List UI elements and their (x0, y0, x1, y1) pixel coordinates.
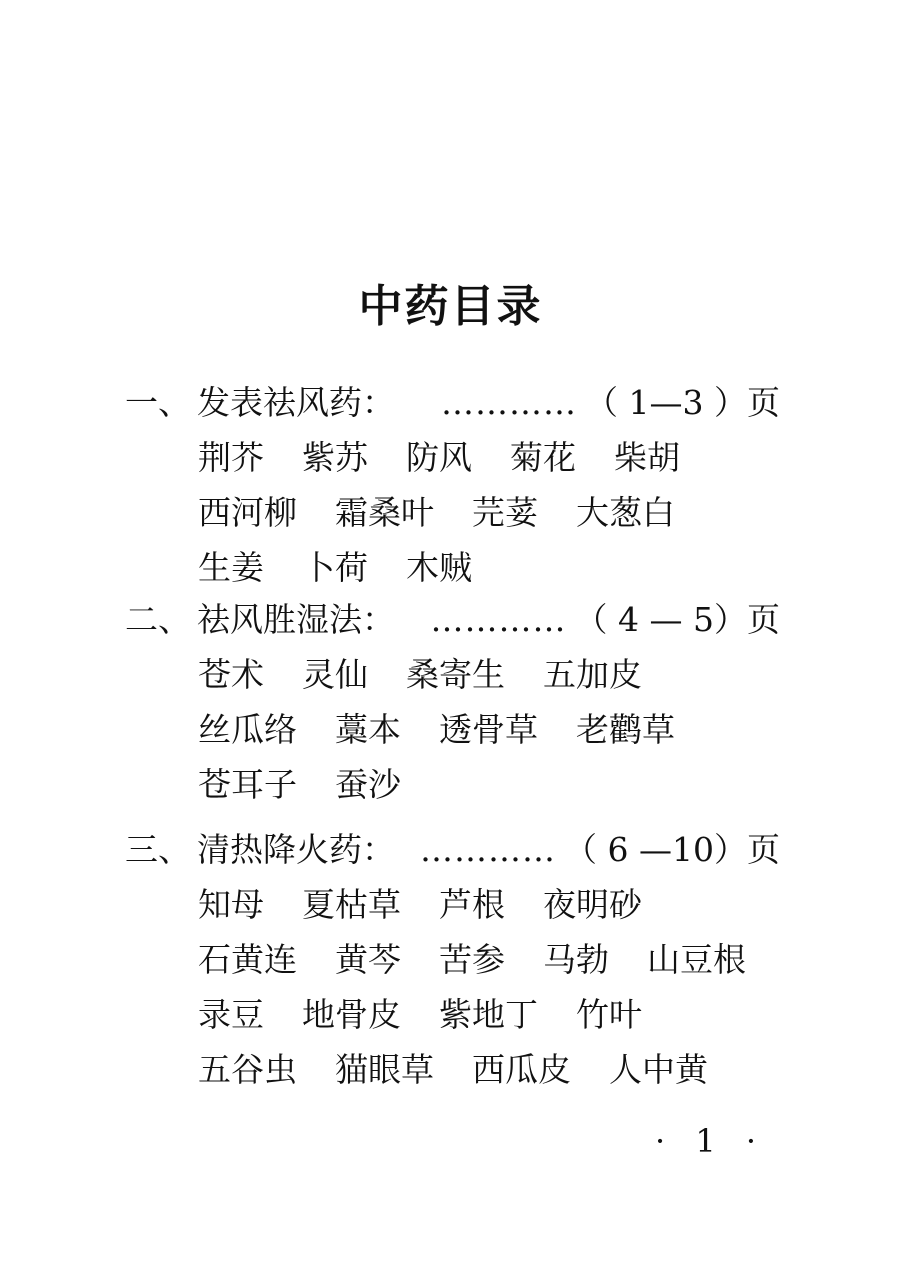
dot-leader: ………… (441, 383, 578, 422)
page-range: （ 1—3 ）页 (585, 383, 780, 422)
herb-name: 人中黄 (609, 1050, 708, 1089)
herb-row (198, 885, 642, 925)
section-number: 三、 (125, 830, 191, 869)
herb-name: 菊花 (510, 438, 576, 477)
herb-name: 生姜 (198, 548, 264, 587)
herb-row (198, 995, 642, 1035)
herb-name: 西河柳 (198, 493, 297, 532)
herb-name: 黄芩 (335, 940, 401, 979)
herb-name: 木贼 (406, 548, 472, 587)
section-heading (125, 830, 780, 870)
herb-name: 老鹳草 (576, 710, 675, 749)
herb-row (198, 765, 401, 805)
page-title: 中药目录 (358, 281, 543, 332)
herb-name: 苍耳子 (198, 765, 297, 804)
herb-name: 荆芥 (198, 438, 264, 477)
herb-name: 霜桑叶 (335, 493, 434, 532)
herb-name: 丝瓜络 (198, 710, 297, 749)
section-name: 发表祛风药： (197, 383, 395, 422)
page-range: （ 4 — 5）页 (574, 600, 780, 639)
herb-name: 柴胡 (614, 438, 680, 477)
herb-name: 苍术 (198, 655, 264, 694)
herb-row (198, 940, 746, 980)
herb-name: 蚕沙 (335, 765, 401, 804)
herb-name: 紫苏 (302, 438, 368, 477)
herb-name: 防风 (406, 438, 472, 477)
herb-row (198, 493, 675, 533)
herb-name: 石黄连 (198, 940, 297, 979)
herb-name: 夜明砂 (543, 885, 642, 924)
herb-name: 五谷虫 (198, 1050, 297, 1089)
herb-row (198, 1050, 708, 1090)
page-number: · 1 · (655, 1122, 767, 1160)
herb-name: 芦根 (439, 885, 505, 924)
page-range: （ 6 —10）页 (564, 830, 780, 869)
herb-row (198, 710, 675, 750)
herb-name: 大葱白 (576, 493, 675, 532)
dot-leader: ………… (430, 600, 567, 639)
herb-name: 猫眼草 (335, 1050, 434, 1089)
herb-name: 山豆根 (647, 940, 746, 979)
dot-leader: ………… (420, 830, 557, 869)
herb-name: 藁本 (335, 710, 401, 749)
herb-row (198, 655, 642, 695)
section-heading (125, 600, 780, 640)
herb-name: 五加皮 (543, 655, 642, 694)
herb-name: 马勃 (543, 940, 609, 979)
herb-name: 桑寄生 (406, 655, 505, 694)
herb-name: 录豆 (198, 995, 264, 1034)
herb-name: 灵仙 (302, 655, 368, 694)
herb-name: 芫荽 (472, 493, 538, 532)
section-heading (125, 383, 780, 423)
herb-row (198, 438, 680, 478)
section-name: 清热降火药： (197, 830, 395, 869)
section-number: 一、 (125, 383, 191, 422)
herb-name: 卜荷 (302, 548, 368, 587)
section-number: 二、 (125, 600, 191, 639)
herb-row (198, 548, 472, 588)
herb-name: 苦参 (439, 940, 505, 979)
herb-name: 知母 (198, 885, 264, 924)
herb-name: 西瓜皮 (472, 1050, 571, 1089)
herb-name: 紫地丁 (439, 995, 538, 1034)
herb-name: 地骨皮 (302, 995, 401, 1034)
herb-name: 夏枯草 (302, 885, 401, 924)
herb-name: 竹叶 (576, 995, 642, 1034)
section-name: 祛风胜湿法： (197, 600, 395, 639)
herb-name: 透骨草 (439, 710, 538, 749)
